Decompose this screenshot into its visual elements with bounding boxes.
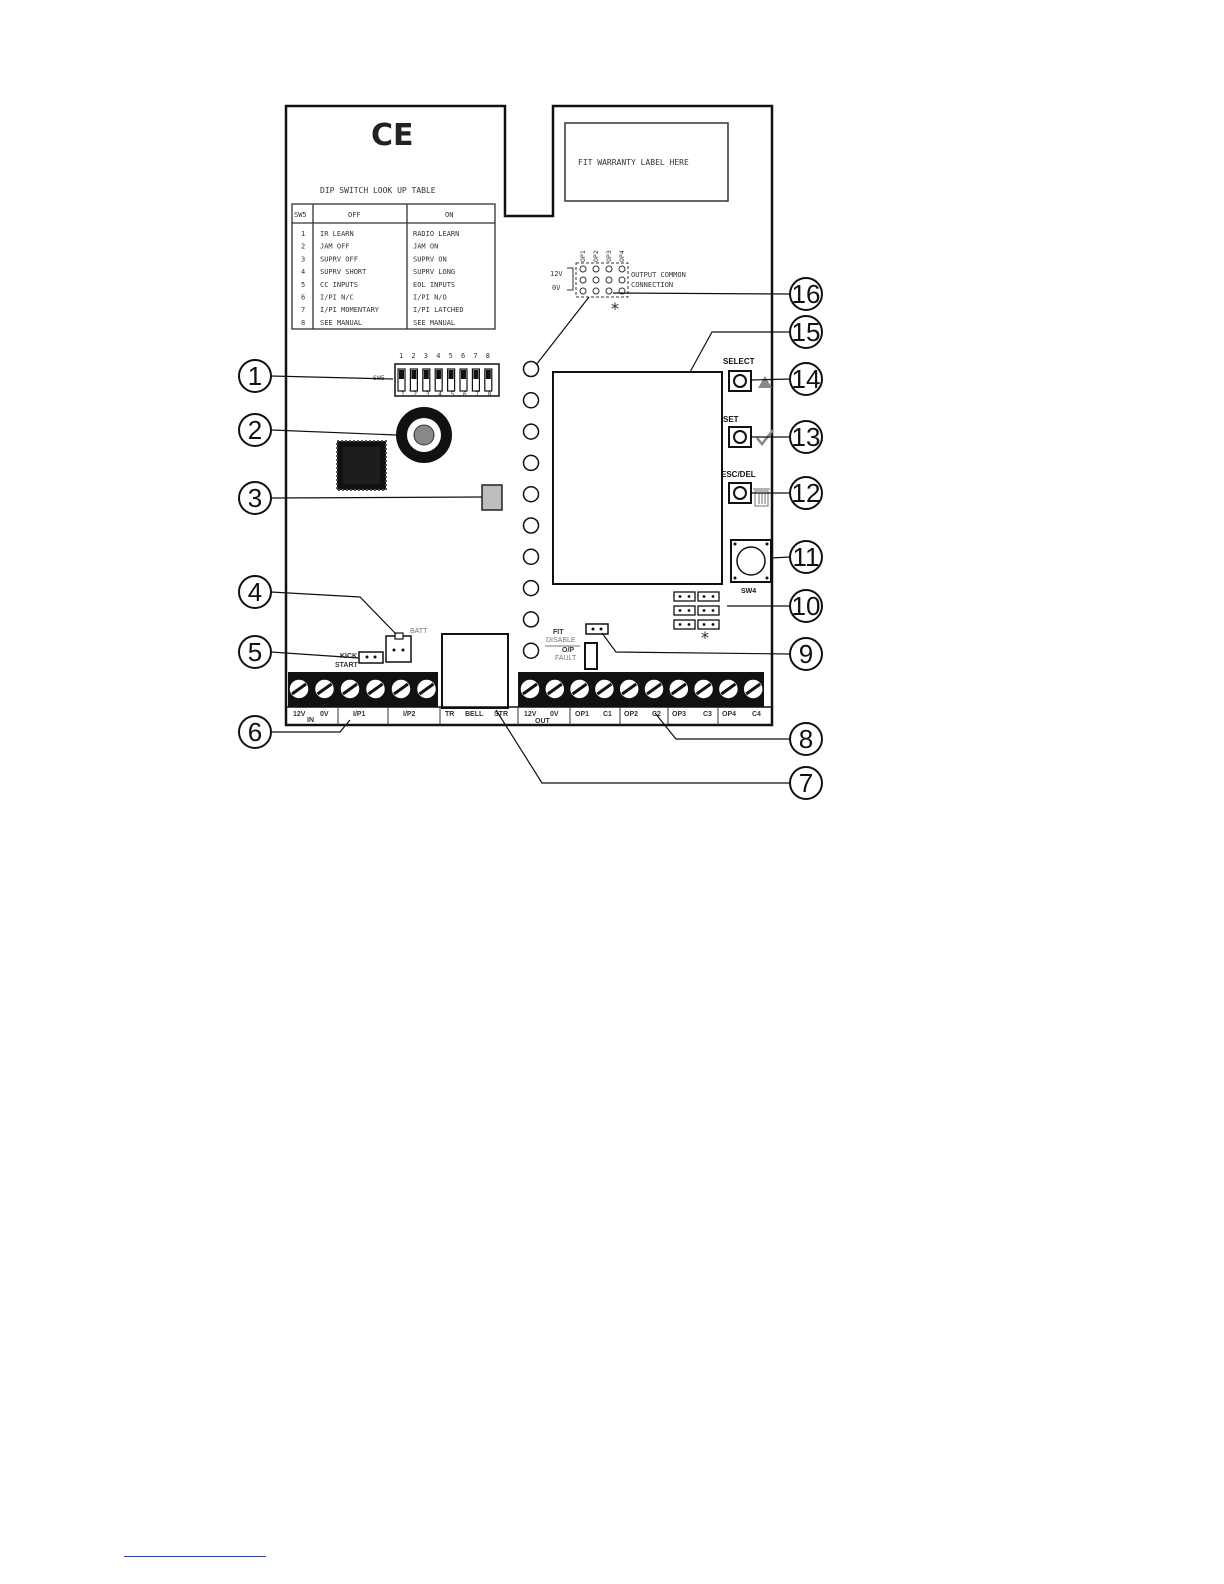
- callout-number: 14: [791, 364, 821, 394]
- jumper-bank-asterisk: *: [701, 628, 709, 647]
- callout-number: 7: [798, 768, 814, 798]
- jumper[interactable]: [698, 606, 719, 615]
- terminal-label: I/P2: [403, 711, 416, 718]
- jumper-pin: [679, 609, 682, 612]
- dip-bottom-number: 1: [401, 391, 405, 398]
- output-common-pin: [580, 288, 586, 294]
- dip-row-off: I/PI N/C: [320, 293, 354, 302]
- dip-row-off: CC INPUTS: [320, 280, 358, 289]
- callout-number: 10: [791, 591, 821, 621]
- dip-row-num: 3: [301, 255, 306, 264]
- dip-lever-knob: [424, 370, 429, 379]
- dip-row-off: SUPRV OFF: [320, 255, 358, 264]
- led-indicator: [482, 485, 502, 510]
- dip-row-num: 7: [301, 306, 306, 315]
- terminal-label: 0V: [550, 711, 559, 718]
- jumper-pin: [703, 623, 706, 626]
- batt-connector[interactable]: [386, 633, 411, 662]
- fault-fuse: [585, 643, 597, 669]
- jumper-pin: [679, 623, 682, 626]
- callout-number: 4: [247, 577, 263, 607]
- warranty-label-text: FIT WARRANTY LABEL HERE: [578, 158, 689, 167]
- dip-lever-knob: [449, 370, 454, 379]
- microcontroller-chip: [337, 441, 386, 490]
- kick-start-jumper[interactable]: [359, 652, 383, 663]
- led: [524, 518, 539, 533]
- dip-bottom-number: 5: [450, 391, 455, 398]
- dip-header-off: OFF: [348, 211, 361, 219]
- terminal-label: OP1: [575, 711, 590, 718]
- trash-icon: [753, 489, 770, 506]
- terminal-label: C4: [752, 711, 761, 718]
- output-common-pin: [606, 288, 612, 294]
- led: [524, 581, 539, 596]
- batt-label: BATT: [410, 628, 428, 635]
- buzzer-component: [396, 407, 452, 463]
- jumper-pin: [712, 609, 715, 612]
- bell-socket: [442, 634, 508, 708]
- dip-bottom-number: 8: [487, 391, 492, 398]
- dip-top-number: 5: [448, 352, 453, 360]
- callout-number: 13: [791, 422, 821, 452]
- dip-lever-knob: [411, 370, 416, 379]
- dip-switch-label: SW5: [373, 374, 385, 382]
- fit-label: FIT: [553, 629, 564, 636]
- dip-row-on: I/PI LATCHED: [413, 306, 464, 315]
- jumper[interactable]: [674, 606, 695, 615]
- fault-jumper[interactable]: [586, 624, 608, 634]
- callout-number: 11: [792, 542, 820, 572]
- jumper-pin: [688, 595, 691, 598]
- op-label-2: OP2: [592, 250, 600, 262]
- dip-row-num: 4: [301, 268, 306, 277]
- dip-row-num: 1: [301, 230, 306, 238]
- ce-mark: CE: [371, 118, 414, 153]
- callout-number: 6: [247, 717, 263, 747]
- callout-number: 15: [791, 317, 821, 347]
- op-label: O/P: [562, 647, 575, 654]
- callout-number: 9: [798, 639, 814, 669]
- terminal-label: I/P1: [353, 711, 366, 718]
- jumper-pin: [712, 595, 715, 598]
- jumper[interactable]: [698, 592, 719, 601]
- jumper-pin: [703, 595, 706, 598]
- row-label-0v: 0V: [552, 284, 561, 292]
- dip-bottom-number: 2: [413, 391, 418, 398]
- jumper[interactable]: [674, 620, 695, 629]
- callout-number: 2: [247, 415, 263, 445]
- terminal-label: C3: [703, 711, 712, 718]
- led: [524, 549, 539, 564]
- terminal-label: OP4: [722, 711, 737, 718]
- output-common-pin: [593, 266, 599, 272]
- callout-number: 16: [791, 279, 821, 309]
- led: [524, 455, 539, 470]
- callout-number: 5: [247, 637, 263, 667]
- output-common-pin: [619, 266, 625, 272]
- jumper[interactable]: [674, 592, 695, 601]
- output-common-pin: [619, 277, 625, 283]
- op-label-4: OP4: [618, 250, 626, 262]
- dip-top-number: 3: [423, 352, 429, 360]
- dip-lever-knob: [399, 370, 404, 379]
- terminal-label: C2: [652, 711, 661, 718]
- dip-bottom-number: 3: [425, 391, 430, 398]
- output-common-pin: [606, 277, 612, 283]
- dip-row-on: SUPRV LONG: [413, 268, 456, 277]
- led: [524, 424, 539, 439]
- dip-row-off: SEE MANUAL: [320, 318, 363, 327]
- in-label: IN: [307, 717, 314, 724]
- dip-lever-knob: [461, 370, 466, 379]
- jumper-pin: [688, 623, 691, 626]
- dip-top-number: 7: [473, 352, 478, 360]
- dip-row-off: JAM OFF: [320, 242, 350, 251]
- sw4-label: SW4: [741, 588, 757, 595]
- dip-row-on: SEE MANUAL: [413, 318, 456, 327]
- jumper-pin: [679, 595, 682, 598]
- terminal-block-left: [288, 672, 438, 707]
- fault-label: FAULT: [555, 655, 577, 662]
- kick-label: KICK: [340, 653, 358, 660]
- terminal-label: OP2: [624, 711, 639, 718]
- op-label-1: OP1: [579, 250, 587, 262]
- terminal-label: C1: [603, 711, 612, 718]
- op-label-3: OP3: [605, 250, 613, 262]
- dip-top-number: 8: [485, 352, 491, 360]
- dip-row-num: 2: [301, 242, 306, 251]
- terminal-label: 0V: [320, 711, 329, 718]
- dip-row-on: RADIO LEARN: [413, 230, 460, 238]
- bell-terminal-label: STR: [494, 711, 508, 718]
- set-label: SET: [723, 415, 739, 424]
- callout-number: 1: [247, 361, 263, 391]
- dip-bottom-number: 7: [475, 391, 480, 398]
- callout-number: 8: [798, 724, 814, 754]
- display-module: [553, 372, 722, 584]
- dip-row-num: 5: [301, 280, 306, 289]
- dip-row-on: SUPRV ON: [413, 255, 447, 264]
- led: [524, 393, 539, 408]
- dip-lever-knob: [473, 370, 478, 379]
- callout-number: 12: [791, 478, 821, 508]
- sw4-button[interactable]: [731, 540, 771, 582]
- dip-lever-knob: [436, 370, 441, 379]
- led: [524, 612, 539, 627]
- output-common-pin: [606, 266, 612, 272]
- select-label: SELECT: [723, 357, 755, 366]
- jumper-pin: [703, 609, 706, 612]
- select-button[interactable]: [729, 371, 751, 391]
- dip-bottom-number: 4: [438, 391, 442, 398]
- dip-row-on: EOL INPUTS: [413, 280, 456, 289]
- dip-bottom-number: 6: [463, 391, 467, 398]
- jumper-pin: [712, 623, 715, 626]
- bell-terminal-label: BELL: [465, 711, 484, 718]
- dip-lever-knob: [486, 370, 491, 379]
- dip-header-sw5: SW5: [294, 211, 307, 219]
- dip-row-on: JAM ON: [413, 242, 439, 251]
- led: [524, 487, 539, 502]
- out-label: OUT: [535, 718, 550, 725]
- dip-row-off: I/PI MOMENTARY: [320, 306, 380, 315]
- callout-number: 3: [247, 483, 263, 513]
- output-common-pin: [580, 277, 586, 283]
- terminal-label: 12V: [293, 711, 306, 718]
- dip-row-on: I/PI N/O: [413, 293, 447, 302]
- start-label: START: [335, 662, 358, 669]
- output-common-pin: [593, 288, 599, 294]
- row-label-12v: 12V: [550, 270, 563, 278]
- dip-row-num: 8: [301, 318, 306, 327]
- set-button[interactable]: [729, 427, 751, 447]
- terminal-label: OP3: [672, 711, 687, 718]
- output-common-asterisk: *: [611, 299, 619, 318]
- dip-top-number: 6: [461, 352, 466, 360]
- dip-row-off: IR LEARN: [320, 230, 354, 238]
- disable-label: DISABLE: [546, 637, 576, 644]
- output-common-pin: [593, 277, 599, 283]
- dip-top-number: 2: [411, 352, 416, 360]
- esc-del-label: ESC/DEL: [721, 470, 756, 479]
- dip-top-number: 4: [436, 352, 441, 360]
- esc-del-button[interactable]: [729, 483, 751, 503]
- bell-terminal-label: TR: [445, 711, 455, 718]
- jumper-pin: [688, 609, 691, 612]
- output-common-pin: [580, 266, 586, 272]
- led: [524, 643, 539, 658]
- output-common-text-1: OUTPUT COMMON: [631, 271, 686, 279]
- dip-table-title: DIP SWITCH LOOK UP TABLE: [320, 186, 436, 195]
- dip-top-number: 1: [399, 352, 404, 360]
- output-common-text-2: CONNECTION: [631, 281, 674, 289]
- dip-header-on: ON: [445, 211, 454, 219]
- dip-row-off: SUPRV SHORT: [320, 268, 367, 277]
- footer-rule: [124, 1556, 266, 1557]
- dip-row-num: 6: [301, 293, 306, 302]
- terminal-label: 12V: [524, 711, 537, 718]
